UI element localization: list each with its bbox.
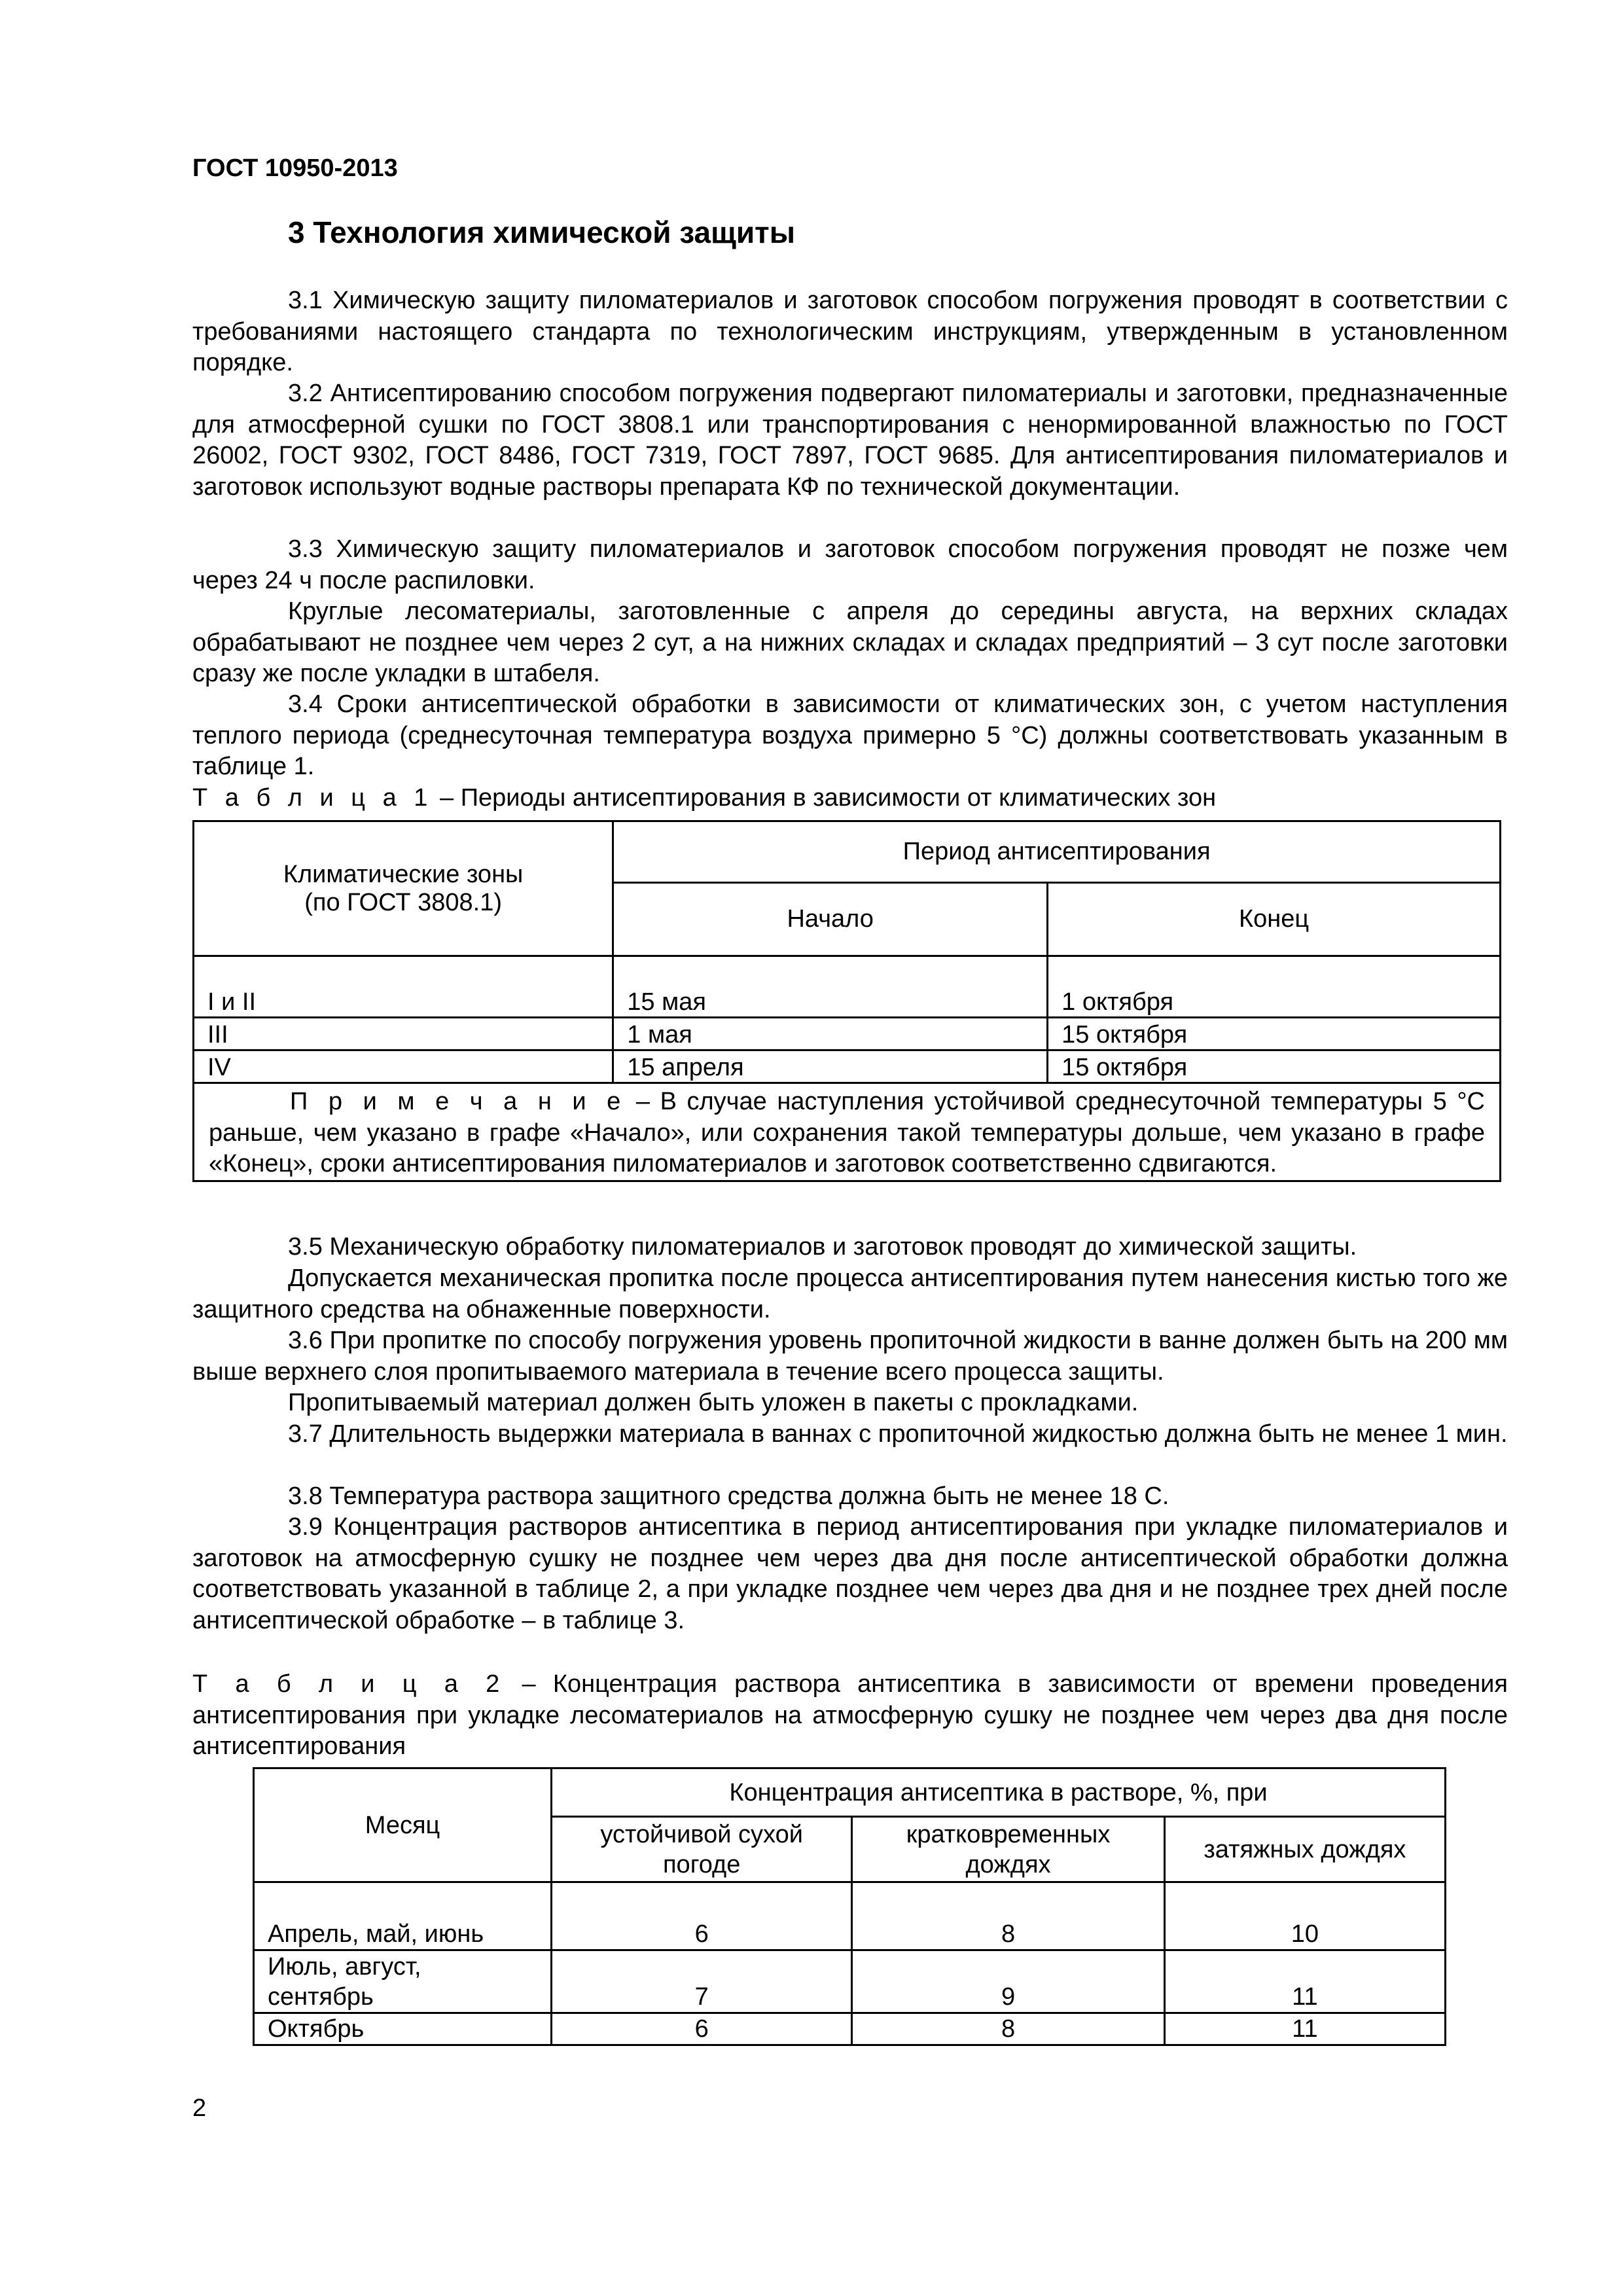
table1-header-zone-line1: Климатические зоны [283,860,524,888]
table2-cell-month: Апрель, май, июнь [254,1882,552,1950]
table-1 [192,820,1501,1182]
paragraph-3-8: 3.8 Температура раствора защитного средства должна быть не менее 18 С. [288,1482,1169,1510]
table-2 [253,1767,1446,2046]
table1-cell-end: 15 октября [1048,1018,1501,1050]
table1-caption-text: – Периоды антисептирования в зависимости от климатических зон [433,784,1217,812]
table1-header-end: Конец [1048,883,1501,956]
paragraph-3-3: 3.3 Химическую защиту пиломатериалов и заготовок способом погружения проводят не позже чем через 24 ч после распиловки. [192,535,1508,594]
table1-cell-start: 1 мая [613,1018,1048,1050]
table2-cell-long: 11 [1164,2013,1445,2045]
table2-header-dry [552,1817,852,1882]
table2-cell-month-line1: Июль, август, [268,1953,421,1981]
table2-header-dry-line2: погоде [662,1850,741,1878]
paragraph-3-5-mechanical: Допускается механическая пропитка после процесса антисептирования путем нанесения кистью того же защитного средства на обнаженные поверхности. [192,1265,1508,1323]
paragraph-3-4: 3.4 Сроки антисептической обработки в зависимости от климатических зон, с учетом наступления теплого периода (среднесуточная температура воздуха примерно 5 °С) должны соответствовать указанным в таблице 1. [192,691,1508,780]
paragraph-3-7: 3.7 Длительность выдержки материала в ваннах с пропиточной жидкостью должна быть не менее 1 мин. [288,1420,1508,1448]
paragraph-3-6-packages: Пропитываемый материал должен быть уложен в пакеты с прокладками. [288,1389,1139,1416]
table1-cell-start: 15 мая [613,956,1048,1018]
table1-header-start: Начало [613,883,1048,956]
table2-cell-month: Октябрь [254,2013,552,2045]
table1-cell-end: 1 октября [1048,956,1501,1018]
table2-header-short-line1: кратковременных [906,1820,1111,1848]
table2-cell-dry: 6 [552,2013,852,2045]
paragraph-3-5: 3.5 Механическую обработку пиломатериалов и заготовок проводят до химической защиты. [288,1233,1357,1261]
table2-cell-short: 8 [852,1882,1165,1950]
table2-header-short-rain [852,1817,1165,1882]
table2-caption-text: – Концентрация раствора антисептика в зависимости от времени проведения антисептирования при укладке лесоматериалов на атмосферную сушку не позднее чем через два дня после антисептирования [192,1670,1508,1760]
table2-cell-dry: 7 [552,1950,852,2013]
table1-caption-label: Т а б л и ц а 1 [192,784,433,812]
table2-header-concentration: Концентрация антисептика в растворе, %, при [552,1768,1446,1817]
table1-cell-zone: I и II [194,956,613,1018]
table1-header-period: Период антисептирования [613,821,1501,883]
paragraph-3-6: 3.6 При пропитке по способу погружения уровень пропиточной жидкости в ванне должен быть на 200 мм выше верхнего слоя пропитываемого материала в течение всего процесса защиты. [192,1327,1508,1386]
table1-note-text: – В случае наступления устойчивой среднесуточной температуры 5 °С раньше, чем указано в графе «Начало», или сохранения такой температуры дольше, чем указано в графе «Конец», сроки антисептирования пиломатериалов и заготовок соответственно сдвигаются. [209,1088,1485,1177]
section-title: 3 Технология химической защиты [288,215,795,249]
table1-header-zone [194,821,613,956]
table1-cell-zone: III [194,1018,613,1050]
table2-cell-long: 10 [1164,1882,1445,1950]
table2-cell-month [254,1950,552,2013]
document-id: ГОСТ 10950-2013 [192,154,398,182]
table2-header-short-line2: дождях [965,1850,1051,1878]
paragraph-3-1: 3.1 Химическую защиту пиломатериалов и заготовок способом погружения проводят в соответствии с требованиями настоящего стандарта по технологическим инструкциям, утвержденным в установленном порядке. [192,287,1508,376]
table1-note [194,1083,1501,1181]
table1-cell-zone: IV [194,1050,613,1083]
page-number: 2 [192,2094,207,2122]
table2-cell-long: 11 [1164,1950,1445,2013]
table1-header-zone-line2: (по ГОСТ 3808.1) [304,888,502,916]
table2-header-dry-line1: устойчивой сухой [600,1820,803,1848]
table1-note-label: П р и м е ч а н и е [290,1088,626,1115]
table2-cell-short: 8 [852,2013,1165,2045]
table2-cell-month-line2: сентябрь [268,1983,374,2011]
table2-caption-label: Т а б л и ц а 2 [192,1670,505,1698]
table1-caption [192,783,1508,814]
table2-caption [192,1669,1508,1763]
paragraph-3-2: 3.2 Антисептированию способом погружения подвергают пиломатериалы и заготовки, предназначенные для атмосферной сушки по ГОСТ 3808.1 или транспортирования с ненормированной влажностью по ГОСТ 26002, ГОСТ 9302, ГОСТ 8486, ГОСТ 7319, ГОСТ 7897, ГОСТ 9685. Для антисептирования пиломатериалов и заготовок используют водные растворы препарата КФ по технической документации. [192,380,1508,501]
paragraph-3-3-roundwood: Круглые лесоматериалы, заготовленные с апреля до середины августа, на верхних складах обрабатывают не позднее чем через 2 сут, а на нижних складах и складах предприятий – 3 сут после заготовки сразу же после укладки в штабеля. [192,598,1508,687]
table2-header-long-rain: затяжных дождях [1164,1817,1445,1882]
table2-cell-short: 9 [852,1950,1165,2013]
paragraph-3-9: 3.9 Концентрация растворов антисептика в период антисептирования при укладке пиломатериалов и заготовок на атмосферную сушку не позднее чем через два дня после антисептической обработки должна соответствовать указанной в таблице 2, а при укладке позднее чем через два дня и не позднее трех дней после антисептической обработке – в таблице 3. [192,1513,1508,1634]
table2-cell-dry: 6 [552,1882,852,1950]
table1-cell-start: 15 апреля [613,1050,1048,1083]
table1-cell-end: 15 октября [1048,1050,1501,1083]
table2-header-month: Месяц [254,1768,552,1882]
